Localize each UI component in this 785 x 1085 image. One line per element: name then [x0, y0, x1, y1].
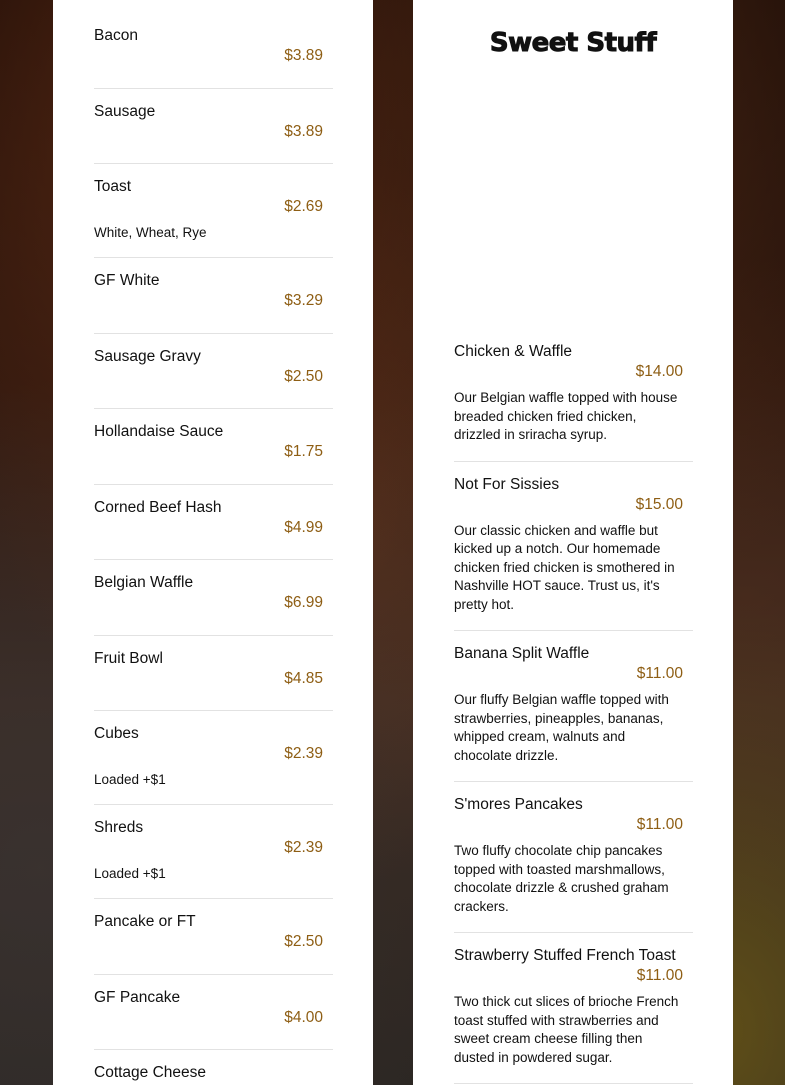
menu-item-price: $11.00: [636, 665, 683, 682]
section-title: Sweet Stuff: [489, 28, 657, 58]
menu-item-name: Not For Sissies: [454, 475, 560, 493]
menu-item-description: Two thick cut slices of brioche French toast stuffed with strawberries and sweet cream cheese filling then dusted in powdered sugar.: [454, 994, 679, 1065]
menu-item: [454, 462, 693, 632]
menu-item: [454, 631, 693, 782]
menu-item-name: Bacon: [94, 27, 138, 44]
menu-item-name: Hollandaise Sauce: [94, 423, 224, 440]
menu-item-price: $1.75: [284, 443, 323, 460]
menu-item-price: $11.00: [636, 967, 683, 984]
menu-item-price: $2.39: [284, 839, 323, 856]
menu-item-note: Loaded +$1: [94, 866, 166, 881]
menu-item-description: Our Belgian waffle topped with house breaded chicken fried chicken, drizzled in sriracha syrup.: [454, 390, 678, 442]
menu-item-price: $4.00: [284, 1008, 323, 1026]
menu-item-description: Two fluffy chocolate chip pancakes topped with toasted marshmallows, chocolate drizzle & crushed graham crackers.: [454, 843, 669, 914]
menu-item-note: Loaded +$1: [94, 772, 166, 787]
menu-item: [94, 975, 333, 1051]
menu-item-description: Our fluffy Belgian waffle topped with strawberries, pineapples, bananas, whipped cream, walnuts and chocolate drizzle.: [454, 692, 669, 763]
menu-item: [94, 334, 333, 410]
menu-item-name: Fruit Bowl: [94, 649, 163, 667]
menu-item-price: $11.00: [636, 816, 683, 833]
menu-item: [454, 933, 693, 1084]
menu-item-price: $3.89: [284, 122, 323, 140]
menu-item: [94, 258, 333, 334]
menu-item-price: $4.99: [284, 518, 323, 536]
sweet-stuff-panel: [413, 0, 733, 1085]
menu-item-name: Strawberry Stuffed French Toast: [454, 947, 676, 964]
menu-item-name: Shreds: [94, 819, 144, 836]
menu-item-name: Corned Beef Hash: [94, 498, 222, 516]
menu-item-price: $3.89: [284, 47, 323, 64]
menu-item-name: Belgian Waffle: [94, 574, 194, 591]
menu-item-name: Cottage Cheese: [94, 1064, 207, 1081]
menu-item-price: $4.85: [284, 669, 323, 687]
menu-item: [94, 899, 333, 975]
menu-item: [94, 711, 333, 805]
menu-item-name: Chicken & Waffle: [454, 343, 573, 360]
menu-item: [454, 782, 693, 933]
sides-menu-panel: [53, 0, 373, 1085]
menu-item-name: Sausage Gravy: [94, 347, 201, 365]
menu-item-price: $15.00: [635, 495, 683, 513]
menu-item: [94, 89, 333, 165]
menu-item-name: Pancake or FT: [94, 913, 196, 930]
menu-item-name: GF White: [94, 272, 160, 289]
menu-item-note: White, Wheat, Rye: [94, 225, 207, 240]
menu-item: [94, 636, 333, 712]
menu-item: [94, 805, 333, 899]
menu-item: [454, 329, 693, 462]
sides-menu-list: [94, 13, 333, 1085]
menu-item-name: Sausage: [94, 102, 156, 120]
menu-item-price: $3.29: [284, 292, 323, 309]
menu-item-name: GF Pancake: [94, 988, 181, 1006]
menu-item: [94, 485, 333, 561]
menu-item: [94, 560, 333, 636]
menu-item-price: $14.00: [635, 363, 683, 380]
menu-item: [94, 1050, 333, 1085]
menu-item-name: Toast: [94, 178, 132, 195]
menu-item-description: Our classic chicken and waffle but kicked up a notch. Our homemade chicken fried chicken is smothered in Nashville HOT sauce. Trust us, it's pretty hot.: [454, 522, 675, 612]
menu-item-name: S'mores Pancakes: [454, 796, 583, 813]
menu-item-name: Cubes: [94, 725, 139, 742]
menu-item-price: $2.69: [284, 198, 323, 215]
sweet-stuff-list: [454, 329, 693, 1084]
menu-item: [94, 13, 333, 89]
menu-item-name: Banana Split Waffle: [454, 645, 590, 662]
menu-item-price: $2.39: [284, 745, 323, 762]
menu-item: [94, 409, 333, 485]
menu-item-price: $2.50: [284, 933, 323, 950]
menu-item: [94, 164, 333, 258]
menu-item-price: $6.99: [284, 594, 323, 611]
menu-item-price: $2.50: [284, 367, 323, 385]
